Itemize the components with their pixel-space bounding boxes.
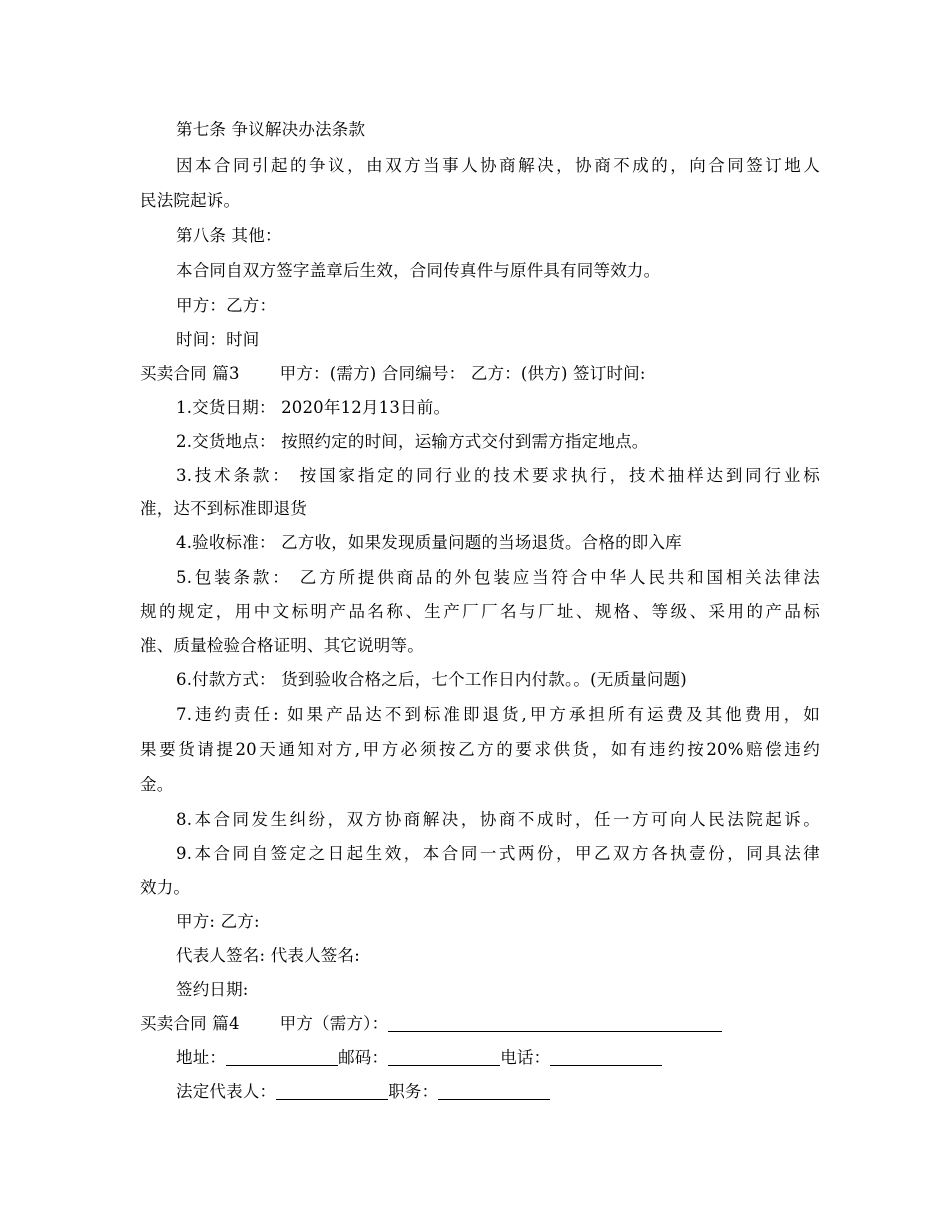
address-label: 地址： (176, 1048, 227, 1067)
legal-representative-label: 法定代表人： (176, 1082, 277, 1101)
contract-3-item-8: 8.本合同发生纠纷，双方协商解决，协商不成时，任一方可向人民法院起诉。 (176, 810, 820, 829)
contract-4-contact-line (176, 1043, 820, 1073)
party-a-blank-field (388, 1013, 722, 1032)
contract-3-item-3-line-2: 准，达不到标准即退货 (140, 499, 307, 518)
contract-3-item-1: 1.交货日期： 2020年12月13日前。 (176, 398, 451, 417)
phone-label: 电话： (500, 1048, 551, 1067)
contract-3-item-5-line-2: 规的规定，用中文标明产品名称、生产厂厂名与厂址、规格、等级、采用的产品标 (140, 602, 820, 621)
signature-time-line: 时间：时间 (176, 330, 260, 349)
address-blank-field (226, 1047, 338, 1066)
contract-3-item-5-line-1: 5.包装条款： 乙方所提供商品的外包装应当符合中华人民共和国相关法律法 (176, 568, 820, 587)
contract-3-header-fields: 甲方：(需方) 合同编号： 乙方：(供方) 签订时间: (279, 364, 646, 383)
contract-4-title: 买卖合同 篇4 (140, 1014, 240, 1033)
contract-3-item-5-line-3: 准、质量检验合格证明、其它说明等。 (140, 636, 424, 655)
position-blank-field (438, 1081, 550, 1100)
signature-parties-line: 甲方：乙方： (176, 296, 277, 315)
contract-3-signature-date: 签约日期: (176, 980, 249, 999)
contract-3-signature-parties: 甲方: 乙方: (176, 912, 260, 931)
contract-3-item-7-line-3: 金。 (140, 775, 174, 794)
contract-4-representative-line (176, 1077, 820, 1107)
article-8-title: 第八条 其他： (176, 226, 282, 245)
article-7-body-line-1: 因本合同引起的争议，由双方当事人协商解决，协商不成的，向合同签订地人 (176, 156, 820, 175)
position-label: 职务： (388, 1082, 439, 1101)
contract-3-signature-representatives: 代表人签名: 代表人签名: (176, 946, 360, 965)
phone-blank-field (550, 1047, 662, 1066)
contract-4-party-a-label: 甲方（需方）： (279, 1014, 389, 1033)
article-7-title: 第七条 争议解决办法条款 (176, 120, 366, 139)
contract-3-item-6: 6.付款方式： 货到验收合格之后，七个工作日内付款。。(无质量问题) (176, 670, 687, 689)
postcode-blank-field (388, 1047, 500, 1066)
contract-3-heading (140, 359, 820, 389)
contract-3-item-7-line-1: 7.违约责任: 如果产品达不到标准即退货,甲方承担所有运费及其他费用，如 (176, 705, 820, 724)
contract-3-item-7-line-2: 果要货请提20天通知对方,甲方必须按乙方的要求供货，如有违约按20%赔偿违约 (140, 740, 820, 759)
contract-3-title: 买卖合同 篇3 (140, 364, 240, 383)
contract-4-heading (140, 1009, 820, 1039)
contract-3-item-2: 2.交货地点： 按照约定的时间，运输方式交付到需方指定地点。 (176, 432, 649, 451)
contract-3-item-9-line-1: 9.本合同自签定之日起生效，本合同一式两份，甲乙双方各执壹份，同具法律 (176, 844, 820, 863)
contract-3-item-4: 4.验收标准： 乙方收，如果发现质量问题的当场退货。合格的即入库 (176, 533, 682, 552)
postcode-label: 邮码： (338, 1048, 389, 1067)
article-7-body-line-2: 民法院起诉。 (140, 191, 241, 210)
article-8-body: 本合同自双方签字盖章后生效，合同传真件与原件具有同等效力。 (176, 261, 661, 280)
contract-3-item-9-line-2: 效力。 (140, 878, 191, 897)
legal-representative-blank-field (276, 1081, 388, 1100)
contract-3-item-3-line-1: 3.技术条款： 按国家指定的同行业的技术要求执行，技术抽样达到同行业标 (176, 466, 820, 485)
